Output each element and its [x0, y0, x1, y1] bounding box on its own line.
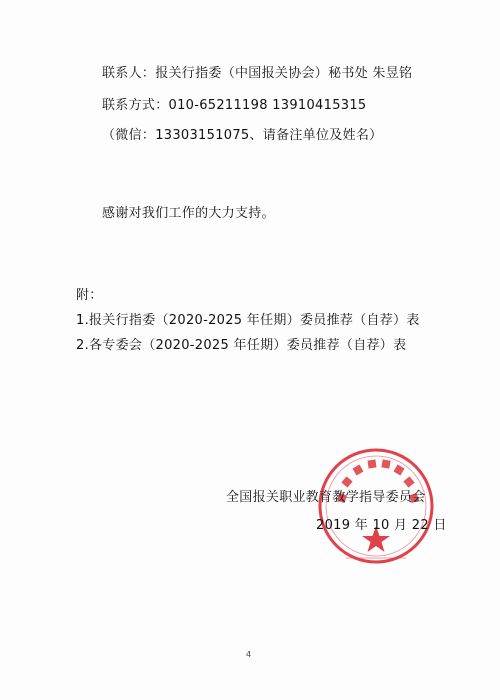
page-number: 4	[246, 650, 252, 659]
attachments-title: 附：	[76, 288, 103, 303]
official-seal-stamp	[316, 446, 436, 566]
thanks-text: 感谢对我们工作的大力支持。	[102, 206, 275, 221]
contact-wechat: （微信：13303151075、请备注单位及姓名）	[102, 128, 383, 143]
signature-organization: 全国报关职业教育教学指导委员会	[226, 490, 426, 505]
contact-person: 联系人：报关行指委（中国报关协会）秘书处 朱昱铭	[102, 66, 413, 81]
contact-phone: 联系方式：010-65211198 13910415315	[102, 98, 367, 113]
attachment-item-1: 1.报关行指委（2020-2025 年任期）委员推荐（自荐）表	[76, 313, 420, 328]
signature-date: 2019 年 10 月 22 日	[316, 518, 447, 533]
attachment-item-2: 2.各专委会（2020-2025 年任期）委员推荐（自荐）表	[76, 338, 407, 353]
